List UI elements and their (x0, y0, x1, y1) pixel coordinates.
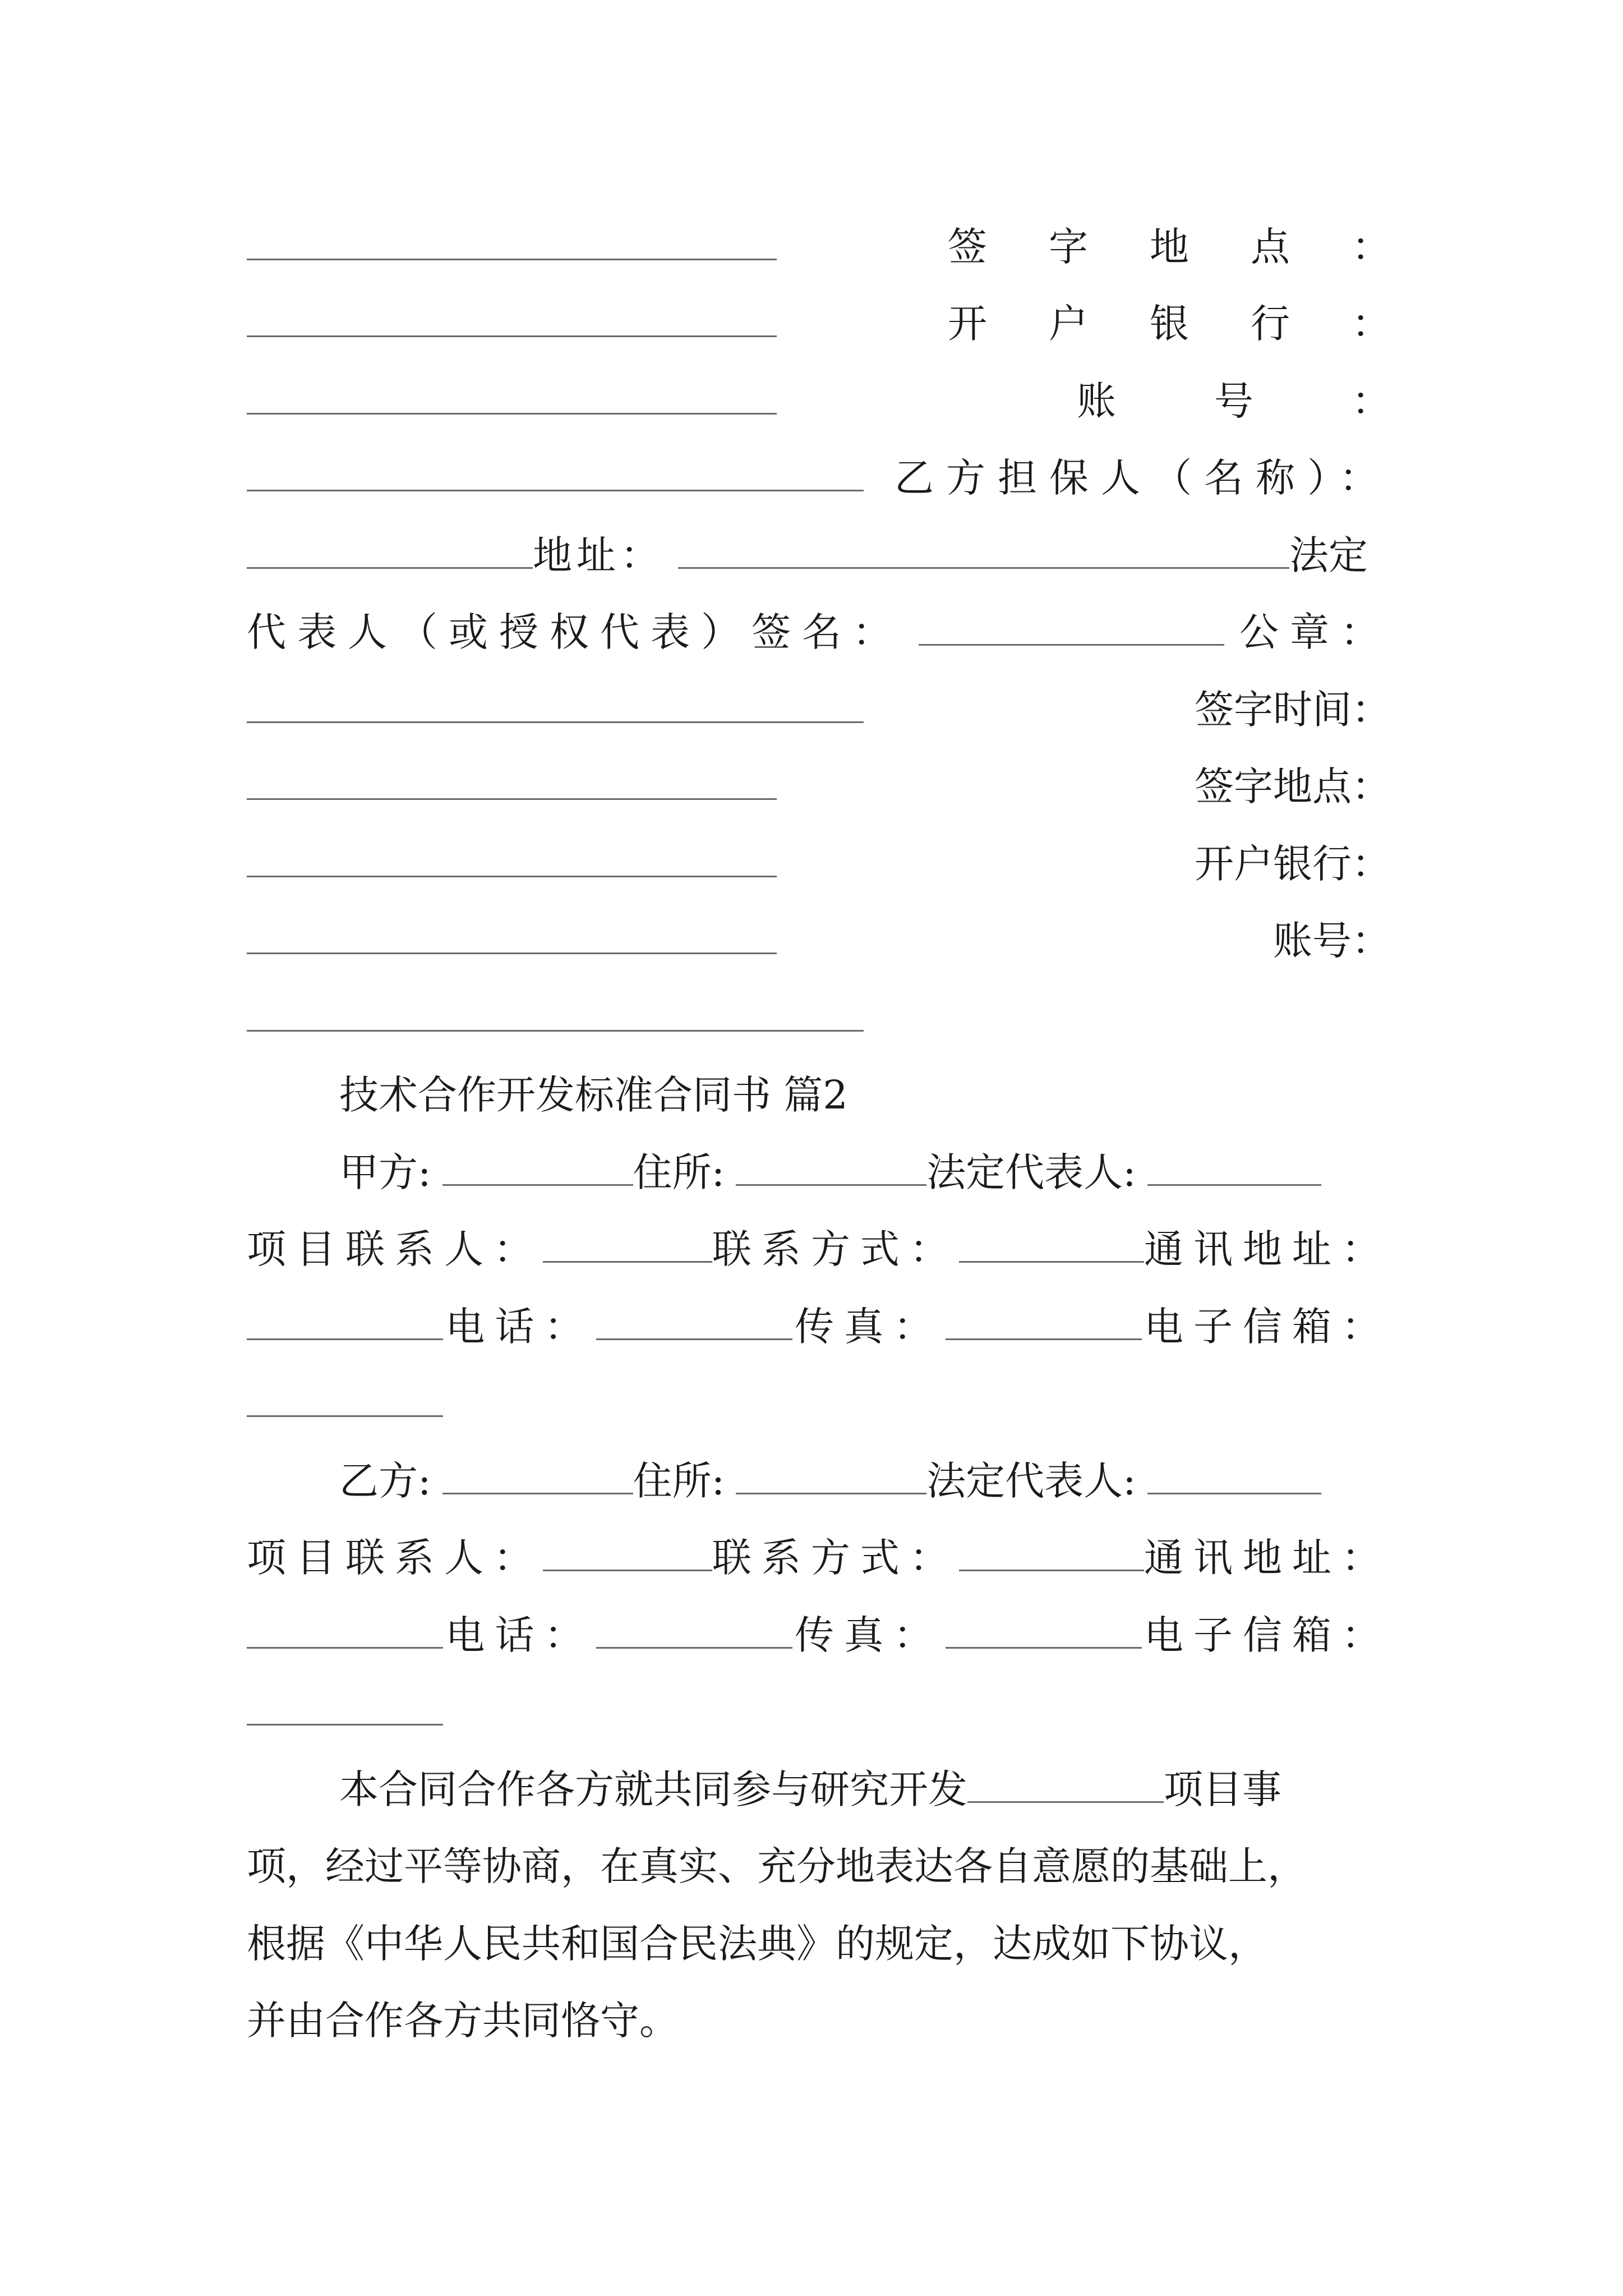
address-label: 地址： (533, 532, 664, 578)
party-a-residence-label: 住所: (633, 1149, 725, 1195)
blank-field (596, 1305, 792, 1340)
party-b-contact-method-label: 联系方式： (712, 1535, 959, 1581)
blank-field (1147, 1459, 1321, 1494)
blank-field (1147, 1151, 1321, 1186)
party-b-legal-rep-label: 法定代表人: (926, 1458, 1136, 1504)
blank-field (247, 1613, 443, 1649)
legal-rep-label-post: 代表人（或授权代表）签名： (247, 609, 903, 655)
blank-field (959, 1536, 1144, 1571)
sign-time-row (247, 679, 1391, 740)
party-b-phone-label: 电话： (445, 1612, 594, 1658)
blank-field (247, 302, 777, 337)
party-a-row (339, 1142, 1391, 1203)
blank-field (736, 1151, 926, 1186)
party-a-email-label: 电子信箱： (1144, 1304, 1391, 1350)
party-b-contact-row (247, 1527, 1391, 1589)
blank-field (247, 533, 533, 569)
preamble-line-1 (339, 1759, 1391, 1820)
sign-place-row-2 (247, 756, 1391, 817)
party-a-phone-row (247, 1296, 1391, 1358)
party-b-email-label: 电子信箱： (1144, 1612, 1391, 1658)
party-b-label: 乙方: (339, 1458, 431, 1504)
blank-field (596, 1613, 792, 1649)
sign-place-row-1 (247, 216, 1391, 278)
seal-label: 公章： (1239, 609, 1391, 655)
blank-field (247, 1382, 443, 1417)
party-b-phone-row (247, 1604, 1391, 1666)
party-a-email-blank-row (247, 1373, 1391, 1434)
section-title: 技术合作开发标准合同书 篇2 (339, 1072, 848, 1118)
blank-field (543, 1227, 712, 1263)
party-b-residence-label: 住所: (633, 1458, 725, 1504)
bank-label-2: 开户银行： (1195, 841, 1391, 887)
preamble-line-2: 项，经过平等协商，在真实、充分地表达各自意愿的基础上， (247, 1843, 1307, 1889)
party-b-contact-person-label: 项目联系人： (247, 1535, 543, 1581)
blank-field (247, 765, 777, 800)
blank-field (442, 1151, 633, 1186)
sign-time-label: 签字时间： (1195, 687, 1391, 733)
preamble-line-3: 根据《中华人民共和国合民法典》的规定，达成如下协议， (247, 1921, 1267, 1967)
legal-rep-row (247, 601, 1391, 663)
party-b-email-blank-row (247, 1681, 1391, 1743)
bank-label-1: 开 户 银 行 ： (948, 301, 1391, 347)
blank-field (543, 1536, 712, 1571)
blank-field (946, 1305, 1142, 1340)
party-a-mail-address-label: 通讯地址： (1144, 1226, 1391, 1272)
bank-row-1 (247, 293, 1391, 355)
bank-row-2 (247, 833, 1391, 895)
blank-field (736, 1459, 926, 1494)
preamble-line-4: 并由合作各方共同恪守。 (247, 1998, 679, 2044)
blank-field (247, 456, 864, 491)
blank-field (247, 225, 777, 260)
trailing-blank-row (247, 987, 1391, 1049)
account-label-1: 账 号 ： (1077, 378, 1391, 424)
blank-field (247, 919, 777, 954)
party-a-fax-label: 传真： (795, 1304, 943, 1350)
blank-field (247, 842, 777, 877)
guarantor-name-row (247, 447, 1391, 509)
blank-field (967, 1768, 1164, 1803)
blank-field (247, 996, 864, 1032)
blank-field (247, 1305, 443, 1340)
blank-field (247, 379, 777, 415)
preamble-line-1-pre: 本合同合作各方就共同参与研究开发 (339, 1766, 967, 1812)
account-label-2: 账号： (1273, 918, 1391, 964)
sign-place-label-2: 签字地点： (1195, 763, 1391, 809)
blank-field (247, 688, 864, 723)
party-b-fax-label: 传真： (795, 1612, 943, 1658)
party-b-row (339, 1450, 1391, 1512)
party-a-contact-person-label: 项目联系人： (247, 1226, 543, 1272)
blank-field (442, 1459, 633, 1494)
blank-field (946, 1613, 1142, 1649)
blank-field (919, 610, 1224, 646)
party-a-contact-method-label: 联系方式： (712, 1226, 959, 1272)
address-row (247, 524, 1391, 586)
blank-field (247, 1690, 443, 1726)
account-row-2 (247, 910, 1391, 972)
guarantor-name-label: 乙方担保人（名称）： (895, 455, 1391, 501)
party-a-contact-row (247, 1218, 1391, 1280)
party-a-phone-label: 电话： (445, 1304, 594, 1350)
blank-field (678, 533, 1289, 569)
party-a-legal-rep-label: 法定代表人: (926, 1149, 1136, 1195)
party-a-label: 甲方: (339, 1149, 431, 1195)
account-row-1 (247, 370, 1391, 432)
sign-place-label-1: 签 字 地 点 ： (948, 224, 1391, 270)
blank-field (959, 1227, 1144, 1263)
party-b-mail-address-label: 通讯地址： (1144, 1535, 1391, 1581)
legal-rep-label-pre: 法定 (1289, 532, 1368, 578)
preamble-line-1-post: 项目事 (1164, 1766, 1281, 1812)
